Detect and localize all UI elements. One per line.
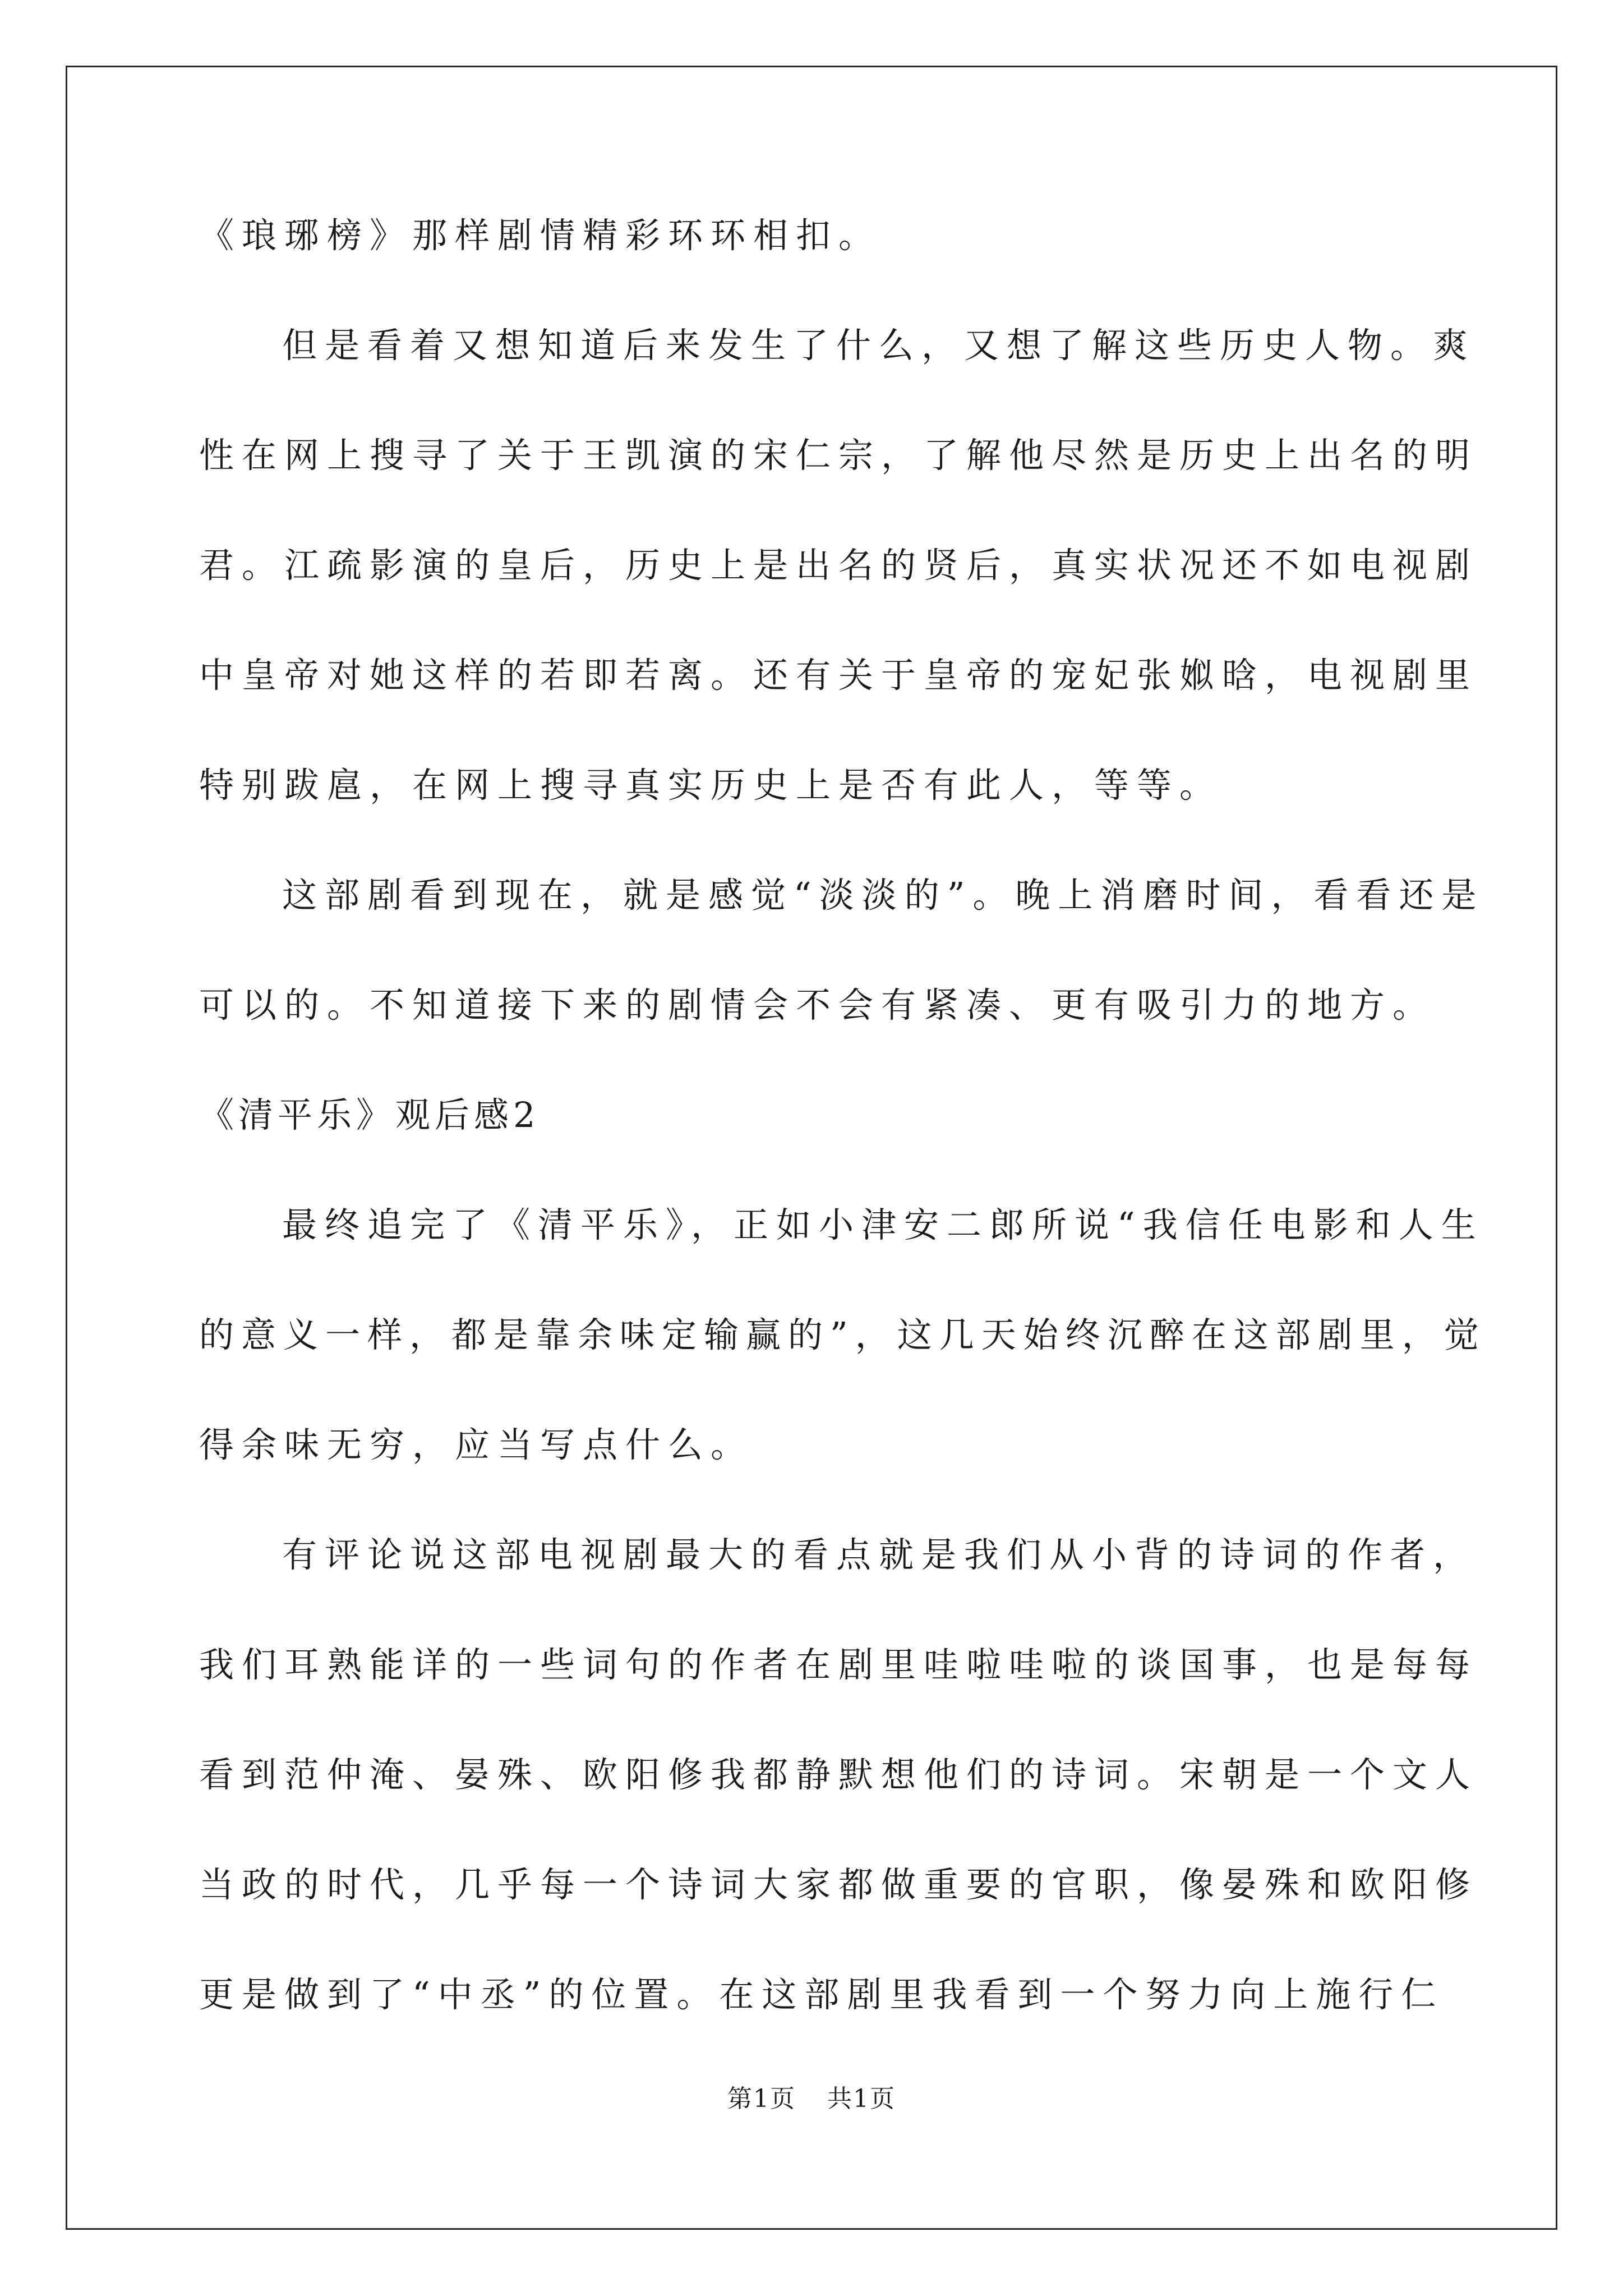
text-line: 得余味无穷，应当写点什么。 — [199, 1424, 754, 1465]
text-line: 《琅琊榜》那样剧情精彩环环相扣。 — [199, 215, 882, 256]
document-body — [199, 213, 1486, 2082]
page-number-current: 第1页 — [727, 2085, 796, 2113]
text-line: 但是看着又想知道后来发生了什么，又想了解这些历史人物。爽 — [282, 325, 1476, 366]
page-number-total: 共1页 — [827, 2085, 896, 2113]
text-line: 最终追完了《清平乐》，正如小津安二郎所说“我信任电影和人生 — [282, 1204, 1484, 1245]
text-line: 特别跋扈，在网上搜寻真实历史上是否有此人，等等。 — [199, 765, 1223, 806]
section-heading: 《清平乐》观后感2 — [199, 1094, 540, 1135]
text-line: 君。江疏影演的皇后，历史上是出名的贤后，真实状况还不如电视剧 — [199, 545, 1478, 586]
page-footer — [0, 2083, 1623, 2115]
text-line: 看到范仲淹、晏殊、欧阳修我都静默想他们的诗词。宋朝是一个文人 — [199, 1754, 1478, 1795]
text-line: 性在网上搜寻了关于王凯演的宋仁宗，了解他尽然是历史上出名的明 — [199, 435, 1478, 476]
text-line: 中皇帝对她这样的若即若离。还有关于皇帝的宠妃张娰晗，电视剧里 — [199, 655, 1478, 696]
text-line: 有评论说这部电视剧最大的看点就是我们从小背的诗词的作者， — [282, 1534, 1476, 1575]
text-line: 我们耳熟能详的一些词句的作者在剧里哇啦哇啦的谈国事，也是每每 — [199, 1644, 1478, 1685]
text-line: 这部剧看到现在，就是感觉“淡淡的”。晚上消磨时间，看看还是 — [282, 875, 1484, 915]
text-line: 的意义一样，都是靠余味定输赢的”，这几天始终沉醉在这部剧里，觉 — [199, 1314, 1486, 1355]
text-line: 更是做到了“中丞”的位置。在这部剧里我看到一个努力向上施行仁 — [199, 1974, 1444, 2015]
text-line: 当政的时代，几乎每一个诗词大家都做重要的官职，像晏殊和欧阳修 — [199, 1864, 1478, 1905]
text-line: 可以的。不知道接下来的剧情会不会有紧凑、更有吸引力的地方。 — [199, 984, 1436, 1025]
